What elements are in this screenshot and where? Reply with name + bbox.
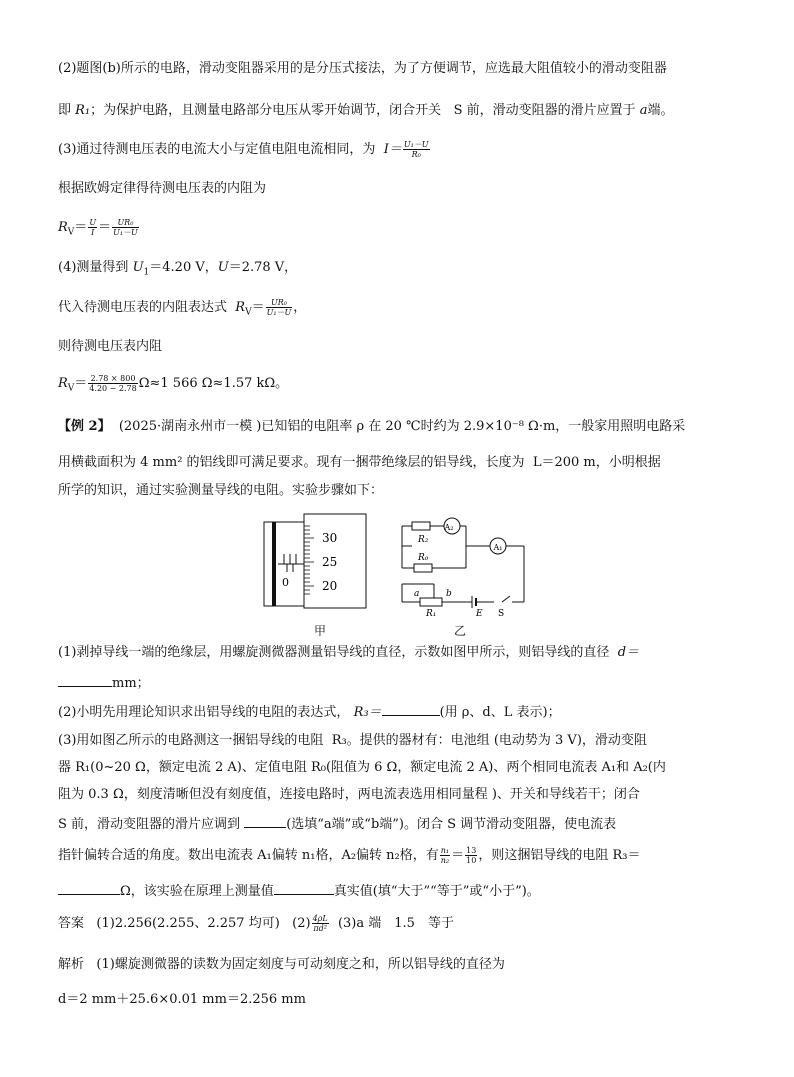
fraction: $\frac{2.78 \times 800}{4.20 - 2.78}$ [89,374,137,393]
svg-text:R₁: R₁ [426,609,437,619]
example-label: 【例 2】 [58,419,111,434]
text-line: 则待测电压表内阻 [58,339,163,354]
text-line [58,102,674,120]
text: 即 [58,103,76,118]
answer-blank[interactable] [274,882,334,895]
answer-blank[interactable] [58,674,112,687]
answer-blank[interactable] [58,882,120,895]
svg-text:b: b [446,589,452,599]
answer-line: 答案 (1)2.256(2.255、2.257 均可) (2) $\frac{4\rho L}{\text{πd²}}$ (3)a 端 1.5 等于 [58,914,454,933]
text-line: 用横截面积为 4 mm² 的铝线即可满足要求。现有一捆带绝缘层的铝导线，长度为 L＝200 m，小明根据 [58,455,661,470]
figure-caption: 甲 [314,624,327,638]
text-line: (1)剥掉导线一端的绝缘层，用螺旋测微器测量铝导线的直径，示数如图甲所示，则铝导线的直径 d＝ [58,645,640,660]
svg-text:E: E [476,609,483,619]
text: ；为保护电路，且测量电路部分电压从零开始调节，闭合开关 [90,103,442,118]
answer-blank[interactable] [382,703,440,716]
text: 端。 [647,103,674,118]
text: a [639,103,648,118]
formula-line: $R_V=$ $\frac{2.78 \times 800}{4.20 - 2.78}$ Ω≈1 566 Ω≈1.57 kΩ。 [58,374,289,394]
text-line [58,140,431,159]
scale-label: 30 [322,531,338,545]
fraction: $\frac{\text{UR₀}}{\text{U₁－U}}$ [113,218,138,237]
text-line: 代入待测电压表的内阻表达式 $R_V=$ $\frac{\text{UR₀}}{\text{U₁－U}}$ ， [58,298,307,318]
text-line: 器 R₁(0~20 Ω，额定电流 2 A)、定值电阻 R₀(阻值为 6 Ω，额定电流 2 A)、两个相同电流表 A₁和 A₂(内 [58,760,666,775]
scale-label: 20 [322,579,338,593]
fraction: $\frac{U}{I}$ [89,218,97,237]
text-line [58,60,667,78]
svg-text:S: S [498,609,505,619]
fraction: $\frac{4\rho L}{\text{πd²}}$ [312,914,328,933]
scale-label: 25 [322,555,338,569]
text-line: (2)小明先用理论知识求出铝导线的电阻的表达式， R₃＝ (用 ρ、d、L 表示)； [58,705,561,720]
text-line: (4)测量得到 $U_1=4.20$ V，U＝2.78 V， [58,260,298,278]
text-line: (3)用如图乙所示的电路测这一捆铝导线的电阻 R₃。提供的器材有：电池组 (电动势为 3 V)，滑动变阻 [58,733,647,748]
zero-label: 0 [282,576,289,589]
solution-line: d＝2 mm＋25.6×0.01 mm＝2.256 mm [58,992,306,1007]
svg-text:R₀: R₀ [418,553,429,563]
fraction: $\frac{13}{10}$ [466,846,477,865]
text-line: 【例 2】 (2025·湖南永州市一模 )已知铝的电阻率 ρ 在 20 ℃时约为 2.9×10⁻⁸ Ω·m，一般家用照明电路采 [58,419,686,434]
micrometer-figure [262,512,374,622]
text: (3)通过待测电压表的电流大小与定值电阻电流相同，为 [58,142,376,157]
paragraph: 根据欧姆定律得待测电压表的内阻为 [58,181,267,196]
fraction: $\frac{\text{UR₀}}{\text{U₁－U}}$ [266,298,292,317]
formula-line: $R_V=$ $\frac{U}{I}$ ＝ $\frac{\text{UR₀}}{\text{U₁－U}}$ [58,218,138,238]
text: S 前，滑动变阻器的滑片应置于 [453,103,636,118]
solution-label: 解析 [58,957,85,972]
symbol: R₁ [75,103,91,118]
text-line: 阻为 0.3 Ω，刻度清晰但没有刻度值，连接电路时，两电流表选用相同量程 )、开关和导线若干；闭合 [58,787,640,802]
solution-line: 解析 (1)螺旋测微器的读数为固定刻度与可动刻度之和，所以铝导线的直径为 [58,957,505,972]
text-line: mm； [58,674,150,693]
text-line: 所学的知识，通过实验测量导线的电阻。实验步骤如下： [58,483,384,498]
fraction: $\frac{\text{n₁}}{\text{n₂}}$ [440,846,450,865]
svg-text:A₁: A₁ [493,543,503,552]
text-line: Ω，该实验在原理上测量值 真实值(填“大于”“等于”或“小于”)。 [58,882,540,901]
text-line [58,180,266,198]
answer-blank[interactable] [244,815,286,828]
text-line: S 前，滑动变阻器的滑片应调到 (选填“a端”或“b端”)。闭合 S 调节滑动变阻器，使电流表 [58,817,617,832]
paragraph: (2)题图(b)所示的电路，滑动变阻器采用的是分压式接法，为了方便调节，应选最大阻值较小的滑动变阻器 [58,61,667,76]
svg-text:a: a [414,589,420,599]
symbol: I＝ [383,142,402,157]
text-line: 指针偏转合适的角度。数出电流表 A₁偏转 n₁格，A₂偏转 n₂格，有 $\frac{\text{n₁}}{\text{n₂}}$ ＝ $\frac{13}{10}$ ，则这捆铝导线的电阻 R₃＝ [58,846,641,865]
svg-text:A₂: A₂ [444,523,454,532]
answer-label: 答案 [58,916,85,931]
figure-caption: 乙 [454,624,467,638]
fraction: $\frac{\text{U₁－U}}{\text{R₀}}$ [403,140,429,159]
svg-text:R₂: R₂ [418,535,429,545]
circuit-figure [394,512,544,620]
